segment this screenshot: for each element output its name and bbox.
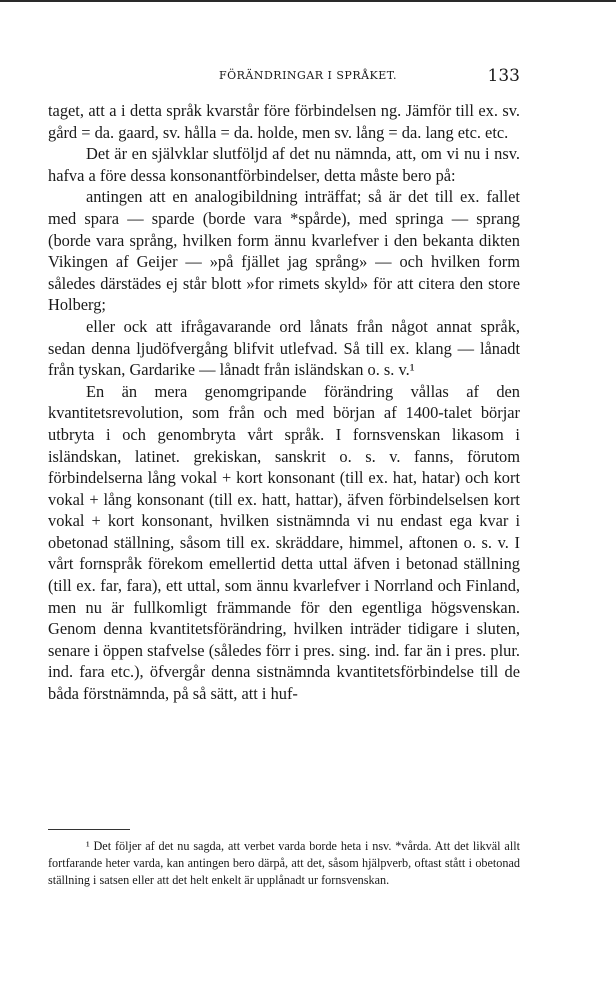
running-head [0, 66, 616, 88]
footnote [48, 838, 520, 889]
paragraph-5: En än mera genomgripande förändring vållas af den kvantitetsrevolution, som från och med början af 1400-talet börjar utbryta i och genombryta vårt språk. I fornsvenskan likasom i isländskan, latinet. grekiskan, sanskrit o. s. v. fanns, förutom förbindelserna lång vokal + kort konsonant (till ex. hat, hatar) och kort vokal + lång konsonant (till ex. hatt, hattar), äfven förbindelselsen kort vokal + kort konsonant, hvilken sistnämnda vi nu endast ega kvar i obetonad ställning, såsom till ex. skräddare, himmel, aftonen o. s. v. I vårt fornspråk förekom emellertid detta uttal äfven i betonad ställning (till ex. far, fara), ett uttal, som ännu kvarlefver i Norrland och Finland, men nu är fullkomligt främmande för den egentliga högsvenskan. Genom denna kvantitetsförändring, hvilken inträder tidigare i sluten, senare i öppen stafvelse (således förr i pres. sing. ind. far än i pres. plur. ind. fara etc.), öfvergår denna sistnämnda kvantitetsförbindelse till de båda förstnämnda, på så sätt, att i huf- [48, 381, 520, 704]
page-top-rule [0, 0, 616, 2]
page-number: 133 [487, 66, 520, 86]
footnote-rule [48, 829, 130, 830]
paragraph-1: taget, att a i detta språk kvarstår före förbindelsen ng. Jämför till ex. sv. gård = da. gaard, sv. hålla = da. holde, men sv. lång = da. lang etc. etc. [48, 101, 520, 142]
paragraph-2: Det är en självklar slutföljd af det nu nämnda, att, om vi nu i nsv. hafva a före dessa konsonantförbindelser, detta måste bero på: [48, 144, 520, 185]
paragraph-3: antingen att en analogibildning inträffat; så är det till ex. fallet med spara — sparde (borde vara *spårde), med springa — sprang (borde vara språng, hvilken form ännu kvarlefver i den bekanta dikten Vikingen af Geijer — »på fjället jag språng» — och hvilken form således därstädes ej står blott »for rimets skyld» för att citera den store Holberg; [48, 187, 520, 315]
body-text [48, 100, 520, 705]
paragraph-4: eller ock att ifrågavarande ord lånats från något annat språk, sedan denna ljudöfvergång blifvit utlefvad. Så till ex. klang — lånadt från tyskan, Gardarike — lånadt från isländskan o. s. v.¹ [48, 316, 520, 380]
footnote-text: ¹ Det följer af det nu sagda, att verbet varda borde heta i nsv. *vårda. Att det likväl allt fortfarande heter varda, kan antingen bero därpå, att det, såsom hjälpverb, oftast stått i obetonad ställning i satsen eller att det helt enkelt är upplånadt ur fornsvenskan. [48, 839, 520, 887]
running-title: FÖRÄNDRINGAR I SPRÅKET. [218, 69, 398, 82]
